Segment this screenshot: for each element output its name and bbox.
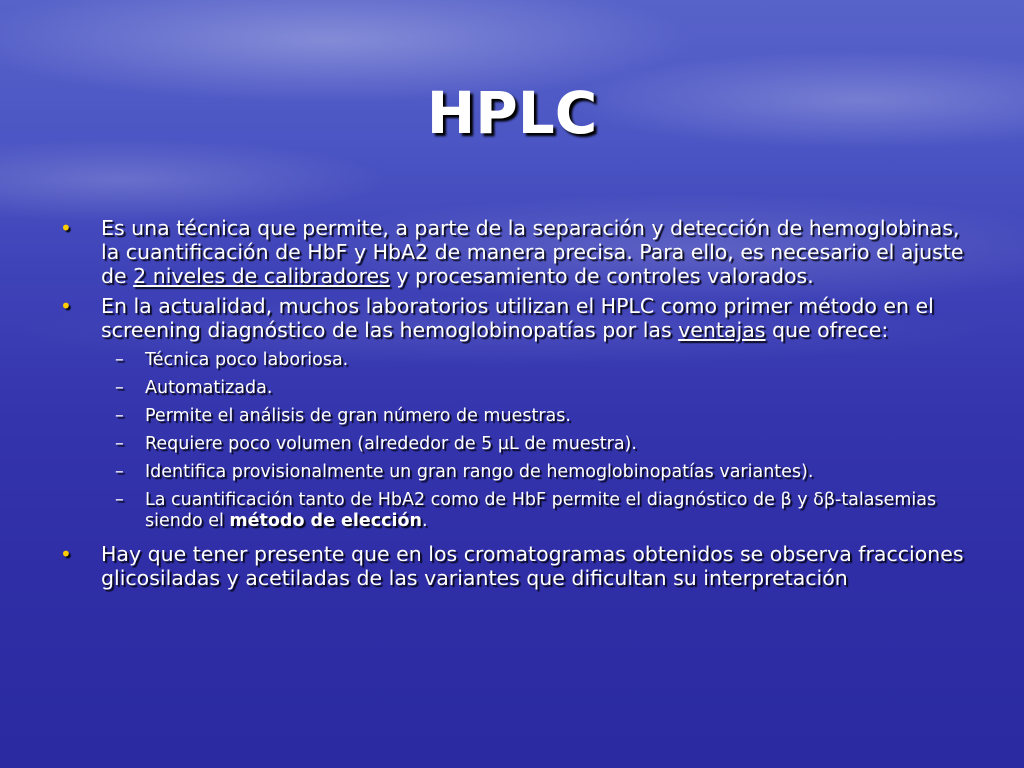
bullet-icon: • (60, 294, 72, 318)
bullet-item-3 (60, 542, 970, 590)
slide-title: HPLC (426, 79, 598, 147)
sub-item-text: Identifica provisionalmente un gran rango de hemoglobinopatías variantes). (145, 462, 814, 482)
dash-icon: – (115, 490, 124, 510)
sub-item-6 (60, 490, 970, 532)
sub-item-2 (60, 378, 970, 399)
bullet-text-end: que ofrece: (765, 318, 889, 342)
sub-item-4 (60, 434, 970, 455)
sub-item-text-end: . (422, 511, 428, 531)
slide-content (60, 216, 970, 596)
sub-item-text: La cuantificación tanto de HbA2 como de HbF permite el diagnóstico de β y δβ-talasemias siendo el (145, 490, 937, 531)
dash-icon: – (115, 350, 124, 370)
bullet-text: En la actualidad, muchos laboratorios utilizan el HPLC como primer método en el screening diagnóstico de las hemoglobinopatías por las (101, 294, 934, 342)
bullet-item-2 (60, 294, 970, 342)
bullet-text: Es una técnica que permite, a parte de la separación y detección de hemoglobinas, la cuantificación de HbF y HbA2 de manera precisa. Para ello, es necesario el ajuste de (101, 216, 964, 288)
sub-item-text: Automatizada. (145, 378, 273, 398)
sub-item-text: Requiere poco volumen (alrededor de 5 µL de muestra). (145, 434, 637, 454)
dash-icon: – (115, 434, 124, 454)
ventajas-underlined-text: ventajas (678, 318, 766, 342)
bullet-icon: • (60, 542, 72, 566)
sub-item-5 (60, 462, 970, 483)
bullet-icon: • (60, 216, 72, 240)
dash-icon: – (115, 406, 124, 426)
metodo-eleccion-bold-text: método de elección (229, 511, 423, 531)
sub-item-text: Técnica poco laboriosa. (145, 350, 349, 370)
calibrators-underlined-text: 2 niveles de calibradores (133, 264, 390, 288)
sub-item-3 (60, 406, 970, 427)
sub-item-text: Permite el análisis de gran número de muestras. (145, 406, 571, 426)
dash-icon: – (115, 378, 124, 398)
bullet-item-1 (60, 216, 970, 288)
bullet-text: Hay que tener presente que en los cromatogramas obtenidos se observa fracciones glicosiladas y acetiladas de las variantes que dificultan su interpretación (101, 542, 964, 590)
sub-item-1 (60, 350, 970, 371)
dash-icon: – (115, 462, 124, 482)
bullet-text-end: y procesamiento de controles valorados. (389, 264, 814, 288)
